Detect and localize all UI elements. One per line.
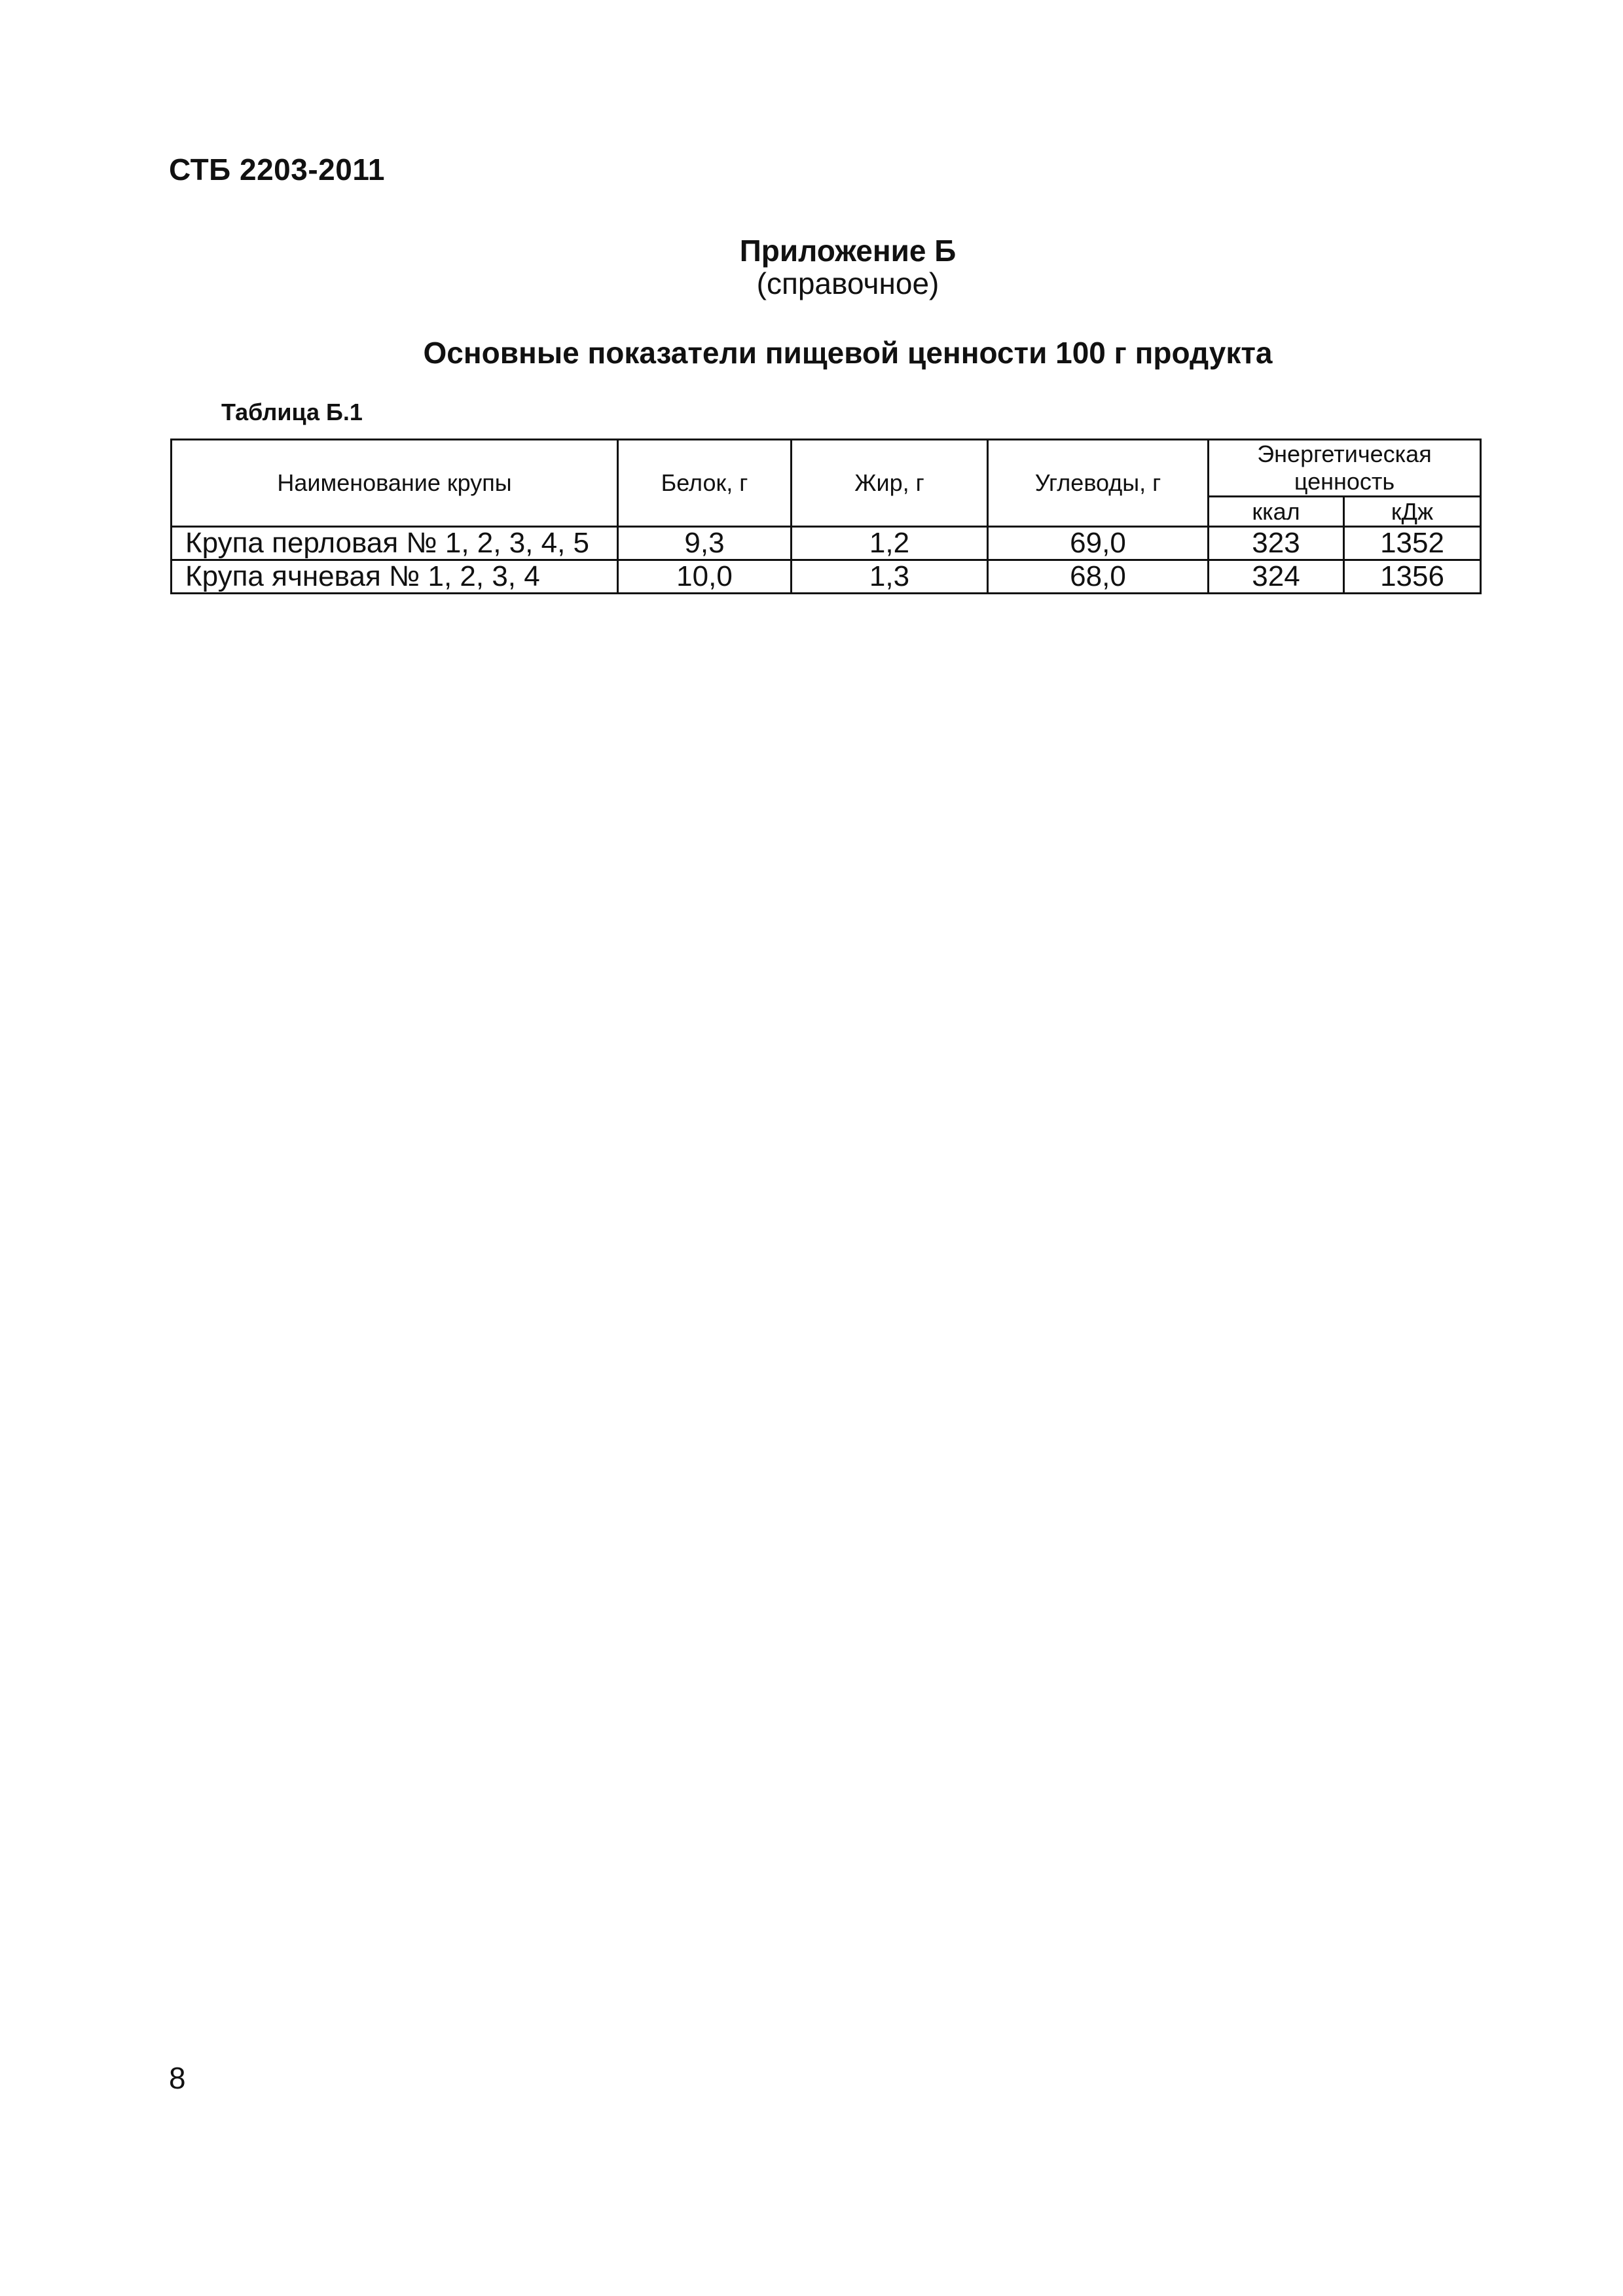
section-title: Основные показатели пищевой ценности 100 г продукта (423, 336, 1273, 370)
cell-protein: 10,0 (618, 560, 792, 594)
header-carbs: Углеводы, г (988, 440, 1209, 527)
cell-kcal: 323 (1209, 527, 1344, 560)
header-kj: кДж (1344, 497, 1481, 527)
cell-kcal: 324 (1209, 560, 1344, 594)
cell-fat: 1,3 (792, 560, 988, 594)
cell-protein: 9,3 (618, 527, 792, 560)
cell-fat: 1,2 (792, 527, 988, 560)
appendix-title: Приложение Б (739, 234, 957, 268)
cell-kj: 1352 (1344, 527, 1481, 560)
cell-name: Крупа ячневая № 1, 2, 3, 4 (172, 560, 618, 594)
appendix-subtitle: (справочное) (756, 266, 939, 300)
nutrition-table (170, 439, 1482, 594)
table-row (172, 527, 1481, 560)
document-code: СТБ 2203-2011 (169, 152, 385, 187)
header-protein: Белок, г (618, 440, 792, 527)
cell-name: Крупа перловая № 1, 2, 3, 4, 5 (172, 527, 618, 560)
header-name: Наименование крупы (172, 440, 618, 527)
page-number: 8 (169, 2061, 186, 2095)
header-fat: Жир, г (792, 440, 988, 527)
header-kcal: ккал (1209, 497, 1344, 527)
cell-kj: 1356 (1344, 560, 1481, 594)
table-caption: Таблица Б.1 (221, 399, 363, 425)
header-energy: Энергетическая ценность (1209, 440, 1481, 497)
table-row (172, 560, 1481, 594)
cell-carbs: 68,0 (988, 560, 1209, 594)
cell-carbs: 69,0 (988, 527, 1209, 560)
